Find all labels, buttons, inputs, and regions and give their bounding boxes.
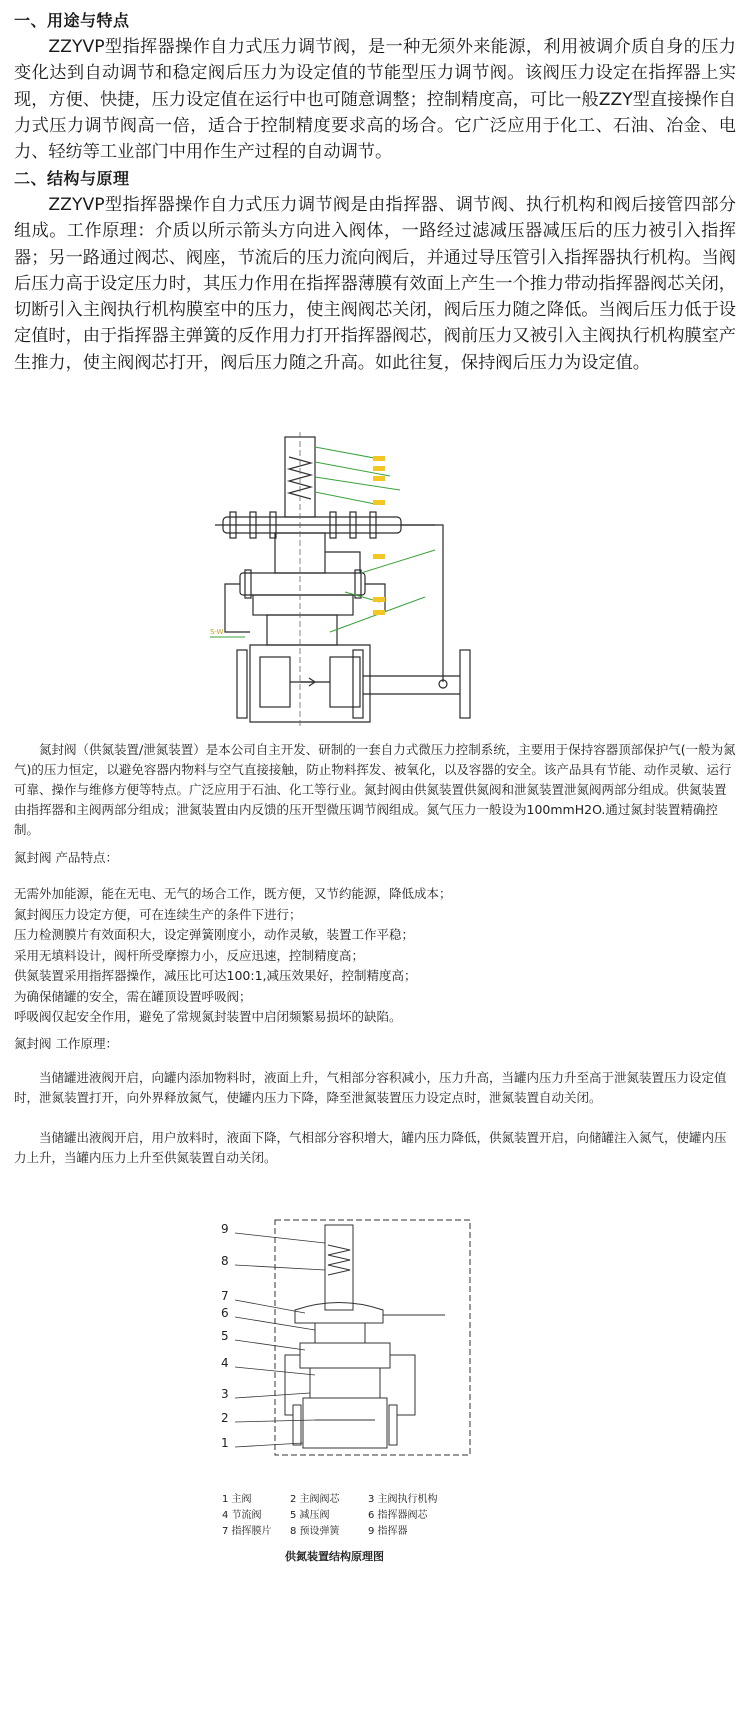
callout-number: 7 [221,1289,229,1303]
legend-item: 6 指挥器阀芯 [368,1510,428,1521]
features-list [14,884,738,1028]
legend-item: 9 指挥器 [368,1526,408,1537]
schematic-tag: S-W [210,628,224,636]
principle-paragraph-1: 当储罐进液阀开启，向罐内添加物料时，液面上升，气相部分容积减小，压力升高，当罐内压力升至高于泄氮装置压力设定值时，泄氮装置打开，向外界释放氮气，使罐内压力下降，降至泄氮装置压力设定点时，泄氮装置自动关闭。 [14,1070,727,1105]
legend-item: 5 减压阀 [290,1510,330,1521]
legend-item: 4 节流阀 [222,1510,262,1521]
list-item: 为确保储罐的安全，需在罐顶设置呼吸阀； [14,988,252,1004]
legend-item: 8 预设弹簧 [290,1526,340,1537]
diagram-caption: 供氮装置结构原理图 [285,1550,384,1563]
section-2-title: 二、结构与原理 [14,169,130,188]
legend-item: 2 主阀阀芯 [290,1494,340,1505]
list-item: 压力检测膜片有效面积大，设定弹簧刚度小，动作灵敏，装置工作平稳； [14,927,415,942]
list-item: 氮封阀压力设定方便，可在连续生产的条件下进行； [14,906,302,922]
section-2-body: ZZYVP型指挥器操作自力式压力调节阀是由指挥器、调节阀、执行机构和阀后接管四部分组成。工作原理：介质以所示箭头方向进入阀体，一路经过滤减压器减压后的压力被引入指挥器；另一路通过阀芯、阀座，节流后的压力流向阀后，并通过导压管引入指挥器执行机构。当阀后压力高于设定压力时，其压力作用在指挥器薄膜有效面上产生一个推力带动指挥器阀芯关闭，切断引入主阀执行机构膜室中的压力，使主阀阀芯关闭，阀后压力随之降低。当阀后压力低于设定值时，由于指挥器主弹簧的反作用力打开指挥器阀芯，阀前压力又被引入主阀执行机构膜室产生推力，使主阀阀芯打开，阀后压力随之升高。如此往复，保持阀后压力为设定值。 [14,195,736,373]
legend-item: 1 主阀 [222,1494,252,1505]
nitrogen-supply-structure-diagram [215,1215,495,1485]
principle-paragraph-2: 当储罐出液阀开启，用户放料时，液面下降，气相部分容积增大，罐内压力降低，供氮装置开启，向储罐注入氮气，使罐内压力上升，当罐内压力上升至供氮装置自动关闭。 [14,1130,727,1165]
callout-number: 4 [221,1356,229,1370]
callout-number: 3 [221,1387,229,1401]
valve-schematic-diagram [205,432,495,732]
diagram-legend [222,1492,438,1540]
list-item: 呼吸阀仅起安全作用，避免了常规氮封装置中启闭频繁易损坏的缺陷。 [14,1009,402,1024]
features-title: 氮封阀 产品特点： [14,850,118,865]
callout-number: 2 [221,1411,229,1425]
list-item: 无需外加能源，能在无电、无气的场合工作，既方便，又节约能源，降低成本； [14,886,452,901]
callout-number: 9 [221,1222,229,1236]
callout-number: 6 [221,1306,229,1320]
callout-number: 5 [221,1329,229,1343]
section-1-title: 一、用途与特点 [14,11,130,30]
list-item: 采用无填料设计，阀杆所受摩擦力小，反应迅速，控制精度高； [14,947,365,963]
principle-title: 氮封阀 工作原理： [14,1036,118,1051]
callout-number: 1 [221,1436,229,1450]
legend-item: 7 指挥膜片 [222,1526,272,1537]
legend-item: 3 主阀执行机构 [368,1494,438,1505]
list-item: 供氮装置采用指挥器操作，减压比可达100:1,减压效果好，控制精度高； [14,968,417,983]
callout-number: 8 [221,1254,229,1268]
nitrogen-seal-intro: 氮封阀（供氮装置/泄氮装置）是本公司自主开发、研制的一套自力式微压力控制系统，主要用于保持容器顶部保护气(一般为氮气)的压力恒定，以避免容器内物料与空气直接接触，防止物料挥发、被氧化，以及容器的安全。该产品具有节能、动作灵敏、运行可靠、操作与维修方便等特点。广泛应用于石油、化工等行业。氮封阀由供氮装置供氮阀和泄氮装置泄氮阀两部分组成。供氮装置由指挥器和主阀两部分组成；泄氮装置由内反馈的压开型微压调节阀组成。氮气压力一般设为100mmH2O.通过氮封装置精确控制。 [14,742,736,837]
section-1-body: ZZYVP型指挥器操作自力式压力调节阀，是一种无须外来能源，利用被调介质自身的压力变化达到自动调节和稳定阀后压力为设定值的节能型压力调节阀。该阀压力设定在指挥器上实现，方便、快捷，压力设定值在运行中也可随意调整；控制精度高，可比一般ZZY型直接操作自力式压力调节阀高一倍，适合于控制精度要求高的场合。它广泛应用于化工、石油、冶金、电力、轻纺等工业部门中用作生产过程的自动调节。 [14,37,736,163]
